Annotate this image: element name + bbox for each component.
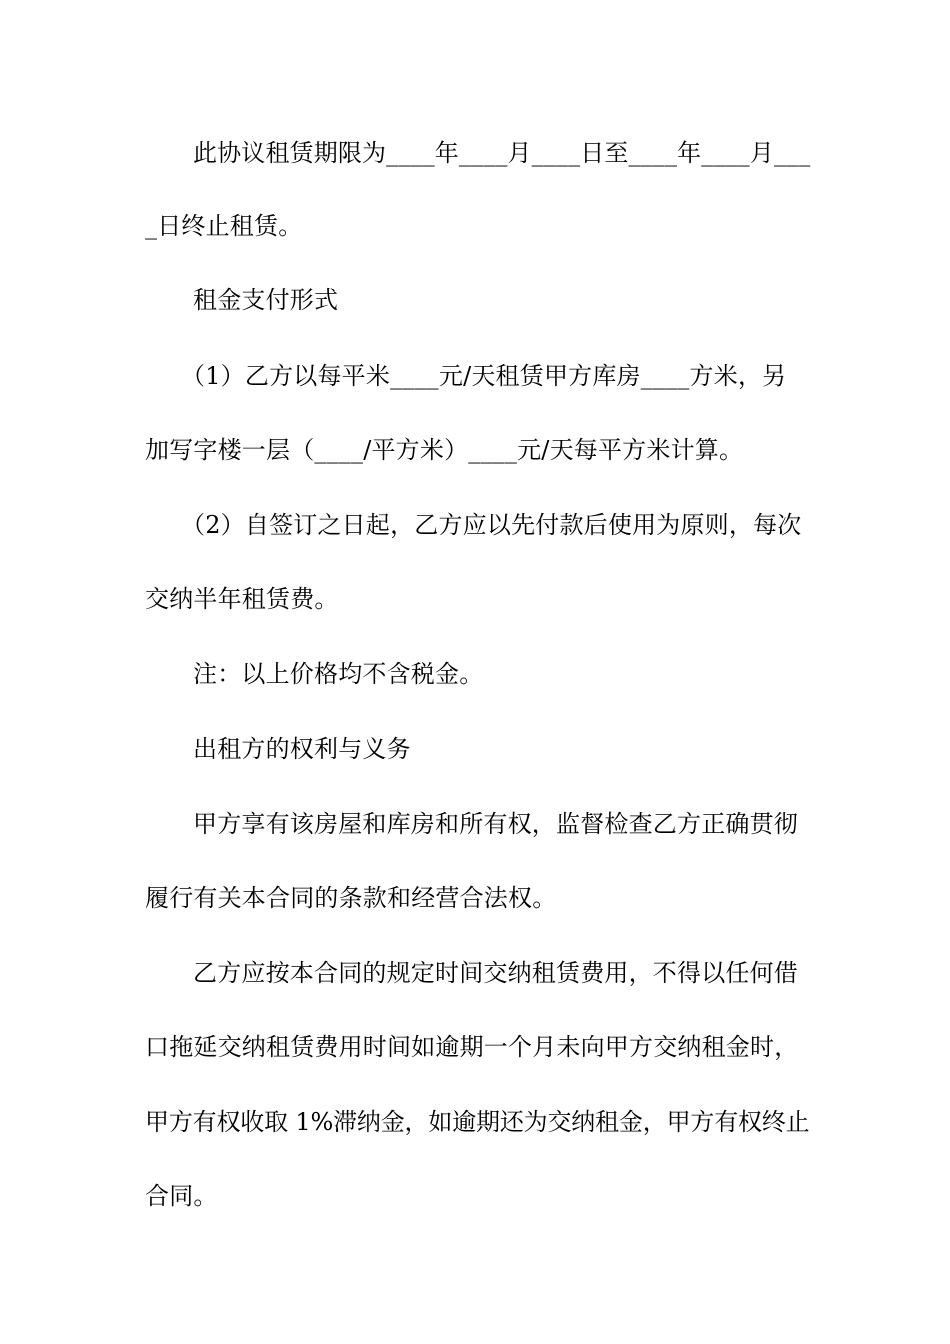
lessee-payment-paragraph-line-2: 口拖延交纳租赁费用时间如逾期一个月未向甲方交纳租金时， [145,1033,799,1061]
payment-clause-2-continued: 交纳半年租赁费。 [145,585,339,613]
tax-note: 注：以上价格均不含税金。 [193,660,484,688]
section-heading-payment: 租金支付形式 [193,286,339,314]
lease-term-line-continued: _日终止租赁。 [145,212,303,240]
section-heading-lessor-rights: 出租方的权利与义务 [193,735,411,763]
payment-clause-2: （2）自签订之日起，乙方应以先付款后使用为原则，每次 [181,511,802,539]
lessee-payment-paragraph-line-3: 甲方有权收取 1%滞纳金，如逾期还为交纳租金，甲方有权终止 [145,1108,810,1136]
lessor-rights-paragraph-continued: 履行有关本合同的条款和经营合法权。 [145,884,557,912]
lessee-payment-paragraph-line-4: 合同。 [145,1182,218,1210]
payment-clause-1: （1）乙方以每平米____元/天租赁甲方库房____方米，另 [181,362,787,390]
payment-clause-1-continued: 加写字楼一层（____/平方米）____元/天每平方米计算。 [145,436,744,464]
lease-term-line: 此协议租赁期限为____年____月____日至____年____月___ [193,139,811,167]
lessee-payment-paragraph: 乙方应按本合同的规定时间交纳租赁费用，不得以任何借 [193,959,798,987]
lessor-rights-paragraph: 甲方享有该房屋和库房和所有权，监督检查乙方正确贯彻 [193,810,798,838]
